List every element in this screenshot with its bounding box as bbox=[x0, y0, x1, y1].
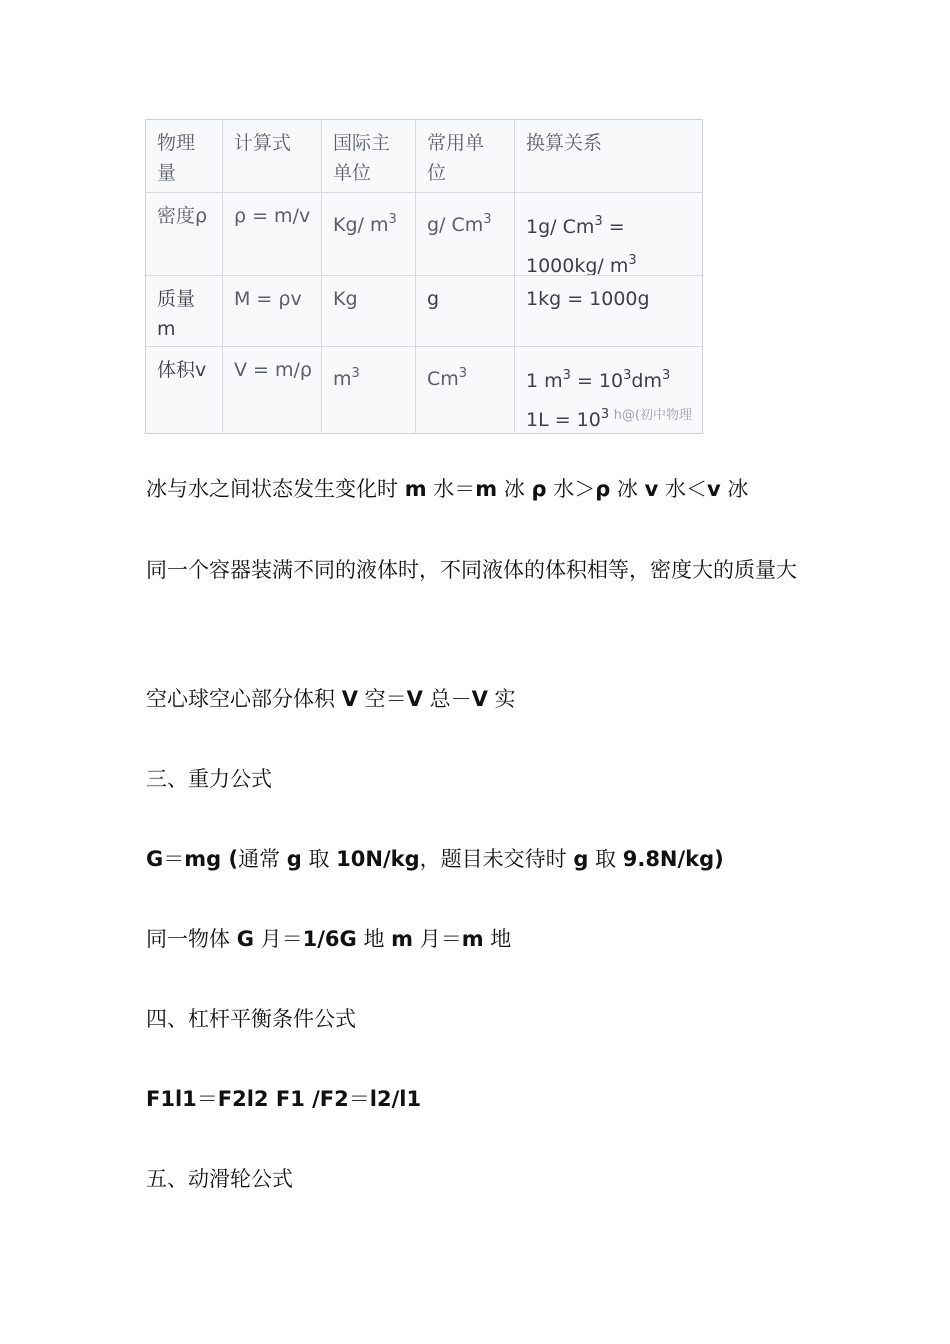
gravity-heading: 三、重力公式 bbox=[146, 767, 272, 791]
cell-text: 1L = 10 bbox=[526, 409, 601, 431]
table-header-row bbox=[146, 120, 702, 192]
cell-text: 1000kg/ m bbox=[526, 255, 629, 277]
bold-text: v bbox=[644, 477, 659, 501]
header-cell bbox=[146, 120, 223, 192]
bold-text: g bbox=[573, 847, 589, 871]
text: 冰与水之间状态发生变化时 bbox=[146, 477, 405, 501]
cell-text: 密度ρ bbox=[157, 205, 208, 227]
table-cell bbox=[146, 193, 223, 276]
table-cell bbox=[146, 347, 223, 434]
text: 冰 bbox=[610, 477, 645, 501]
bold-text: V bbox=[471, 687, 488, 711]
header-cell bbox=[416, 120, 515, 192]
bold-text: l2/l1 bbox=[369, 1087, 422, 1111]
superscript: 3 bbox=[388, 212, 397, 227]
header-text: 国际主 bbox=[333, 132, 391, 154]
cell-text: 质量 bbox=[157, 288, 196, 310]
bold-text: m bbox=[391, 927, 414, 951]
cell-text: g bbox=[427, 288, 440, 310]
bold-text: m bbox=[404, 477, 427, 501]
superscript: 3 bbox=[623, 368, 632, 383]
cell-text: = 10 bbox=[570, 370, 624, 392]
cell-text: 1 m bbox=[526, 370, 563, 392]
watermark: h@(初中物理 bbox=[613, 408, 692, 423]
table-cell bbox=[515, 193, 704, 276]
bold-text: v bbox=[707, 477, 721, 501]
table-cell bbox=[146, 276, 223, 347]
cell-text: Kg/ m bbox=[333, 214, 389, 236]
text: 总－ bbox=[422, 687, 472, 711]
ice-water-state-text bbox=[146, 465, 748, 513]
text: ，题目未交待时 bbox=[419, 847, 574, 871]
text: 月＝ bbox=[413, 927, 462, 951]
bold-text: 9.8N/kg) bbox=[622, 847, 724, 871]
table-row-mass bbox=[146, 275, 702, 347]
bold-text: mg ( bbox=[184, 847, 239, 871]
header-text: 量 bbox=[157, 162, 177, 184]
table-cell bbox=[223, 276, 322, 347]
bold-text: F2l2 F1 /F2 bbox=[217, 1087, 349, 1111]
table-cell bbox=[223, 347, 322, 434]
text: 实 bbox=[487, 687, 516, 711]
table-cell bbox=[223, 193, 322, 276]
header-text: 计算式 bbox=[234, 132, 292, 154]
table-cell bbox=[515, 276, 704, 347]
superscript: 3 bbox=[483, 212, 492, 227]
moon-gravity-text bbox=[146, 915, 511, 963]
superscript: 3 bbox=[351, 366, 360, 381]
header-text: 物理 bbox=[157, 132, 196, 154]
header-text: 单位 bbox=[333, 162, 372, 184]
header-cell bbox=[515, 120, 704, 192]
cell-text: Cm bbox=[427, 368, 459, 390]
cell-line bbox=[526, 359, 704, 398]
same-container-text: 同一个容器装满不同的液体时，不同液体的体积相等，密度大的质量大 bbox=[146, 558, 797, 582]
text: 取 bbox=[588, 847, 623, 871]
text: 通常 bbox=[238, 847, 287, 871]
text: ＝ bbox=[348, 1087, 370, 1111]
lever-formula bbox=[146, 1075, 421, 1123]
bold-text: G bbox=[236, 927, 254, 951]
cell-text: g/ Cm bbox=[427, 214, 484, 236]
gravity-formula bbox=[146, 835, 724, 883]
table-cell bbox=[322, 347, 416, 434]
text: 冰 bbox=[720, 477, 749, 501]
cell-text: M = ρv bbox=[234, 288, 302, 310]
text: 水＜ bbox=[658, 477, 708, 501]
lever-heading: 四、杠杆平衡条件公式 bbox=[146, 1007, 356, 1031]
cell-text: m bbox=[157, 318, 176, 340]
cell-text: 1g/ Cm bbox=[526, 216, 595, 238]
bold-text: ρ bbox=[531, 477, 547, 501]
header-text: 常用单 bbox=[427, 132, 485, 154]
superscript: 3 bbox=[562, 368, 571, 383]
cell-text: 1kg = 1000g bbox=[526, 288, 650, 310]
superscript: 3 bbox=[600, 407, 610, 422]
hollow-sphere-text bbox=[146, 675, 516, 723]
superscript: 3 bbox=[458, 366, 468, 381]
table-cell bbox=[416, 276, 515, 347]
text: 冰 bbox=[497, 477, 532, 501]
header-text: 位 bbox=[427, 162, 447, 184]
bold-text: G bbox=[146, 847, 164, 871]
table-cell bbox=[416, 193, 515, 276]
superscript: 3 bbox=[628, 253, 637, 268]
cell-text: ρ = m/v bbox=[234, 205, 311, 227]
bold-text: ρ bbox=[595, 477, 611, 501]
bold-text: V bbox=[341, 687, 358, 711]
text: 空＝ bbox=[357, 687, 407, 711]
text: 水＞ bbox=[546, 477, 596, 501]
bold-text: m bbox=[461, 927, 484, 951]
text: ＝ bbox=[196, 1087, 218, 1111]
bold-text: m bbox=[475, 477, 498, 501]
text: 同一物体 bbox=[146, 927, 237, 951]
table-cell bbox=[322, 193, 416, 276]
cell-text: V = m/ρ bbox=[234, 359, 312, 381]
text: 月＝ bbox=[253, 927, 303, 951]
bold-text: g bbox=[286, 847, 302, 871]
text: 地 bbox=[483, 927, 512, 951]
text: 空心球空心部分体积 bbox=[146, 687, 342, 711]
cell-text: m bbox=[333, 368, 352, 390]
unit-conversion-table bbox=[145, 119, 703, 434]
bold-text: F1l1 bbox=[146, 1087, 197, 1111]
header-text: 换算关系 bbox=[526, 132, 603, 154]
cell-text: Kg bbox=[333, 288, 358, 310]
bold-text: V bbox=[406, 687, 423, 711]
cell-text: 体积v bbox=[157, 359, 207, 381]
bold-text: 1/6G bbox=[302, 927, 357, 951]
cell-text: = bbox=[602, 216, 625, 238]
bold-text: 10N/kg bbox=[336, 847, 420, 871]
header-cell bbox=[322, 120, 416, 192]
table-cell bbox=[416, 347, 515, 434]
table-cell bbox=[322, 276, 416, 347]
text: 取 bbox=[301, 847, 337, 871]
superscript: 3 bbox=[661, 368, 671, 383]
pulley-heading: 五、动滑轮公式 bbox=[146, 1167, 293, 1191]
text: 水＝ bbox=[426, 477, 476, 501]
header-cell bbox=[223, 120, 322, 192]
table-row-density bbox=[146, 192, 702, 276]
cell-text: dm bbox=[631, 370, 662, 392]
text: ＝ bbox=[163, 847, 185, 871]
cell-line bbox=[526, 205, 704, 244]
superscript: 3 bbox=[594, 214, 603, 229]
text: 地 bbox=[356, 927, 392, 951]
